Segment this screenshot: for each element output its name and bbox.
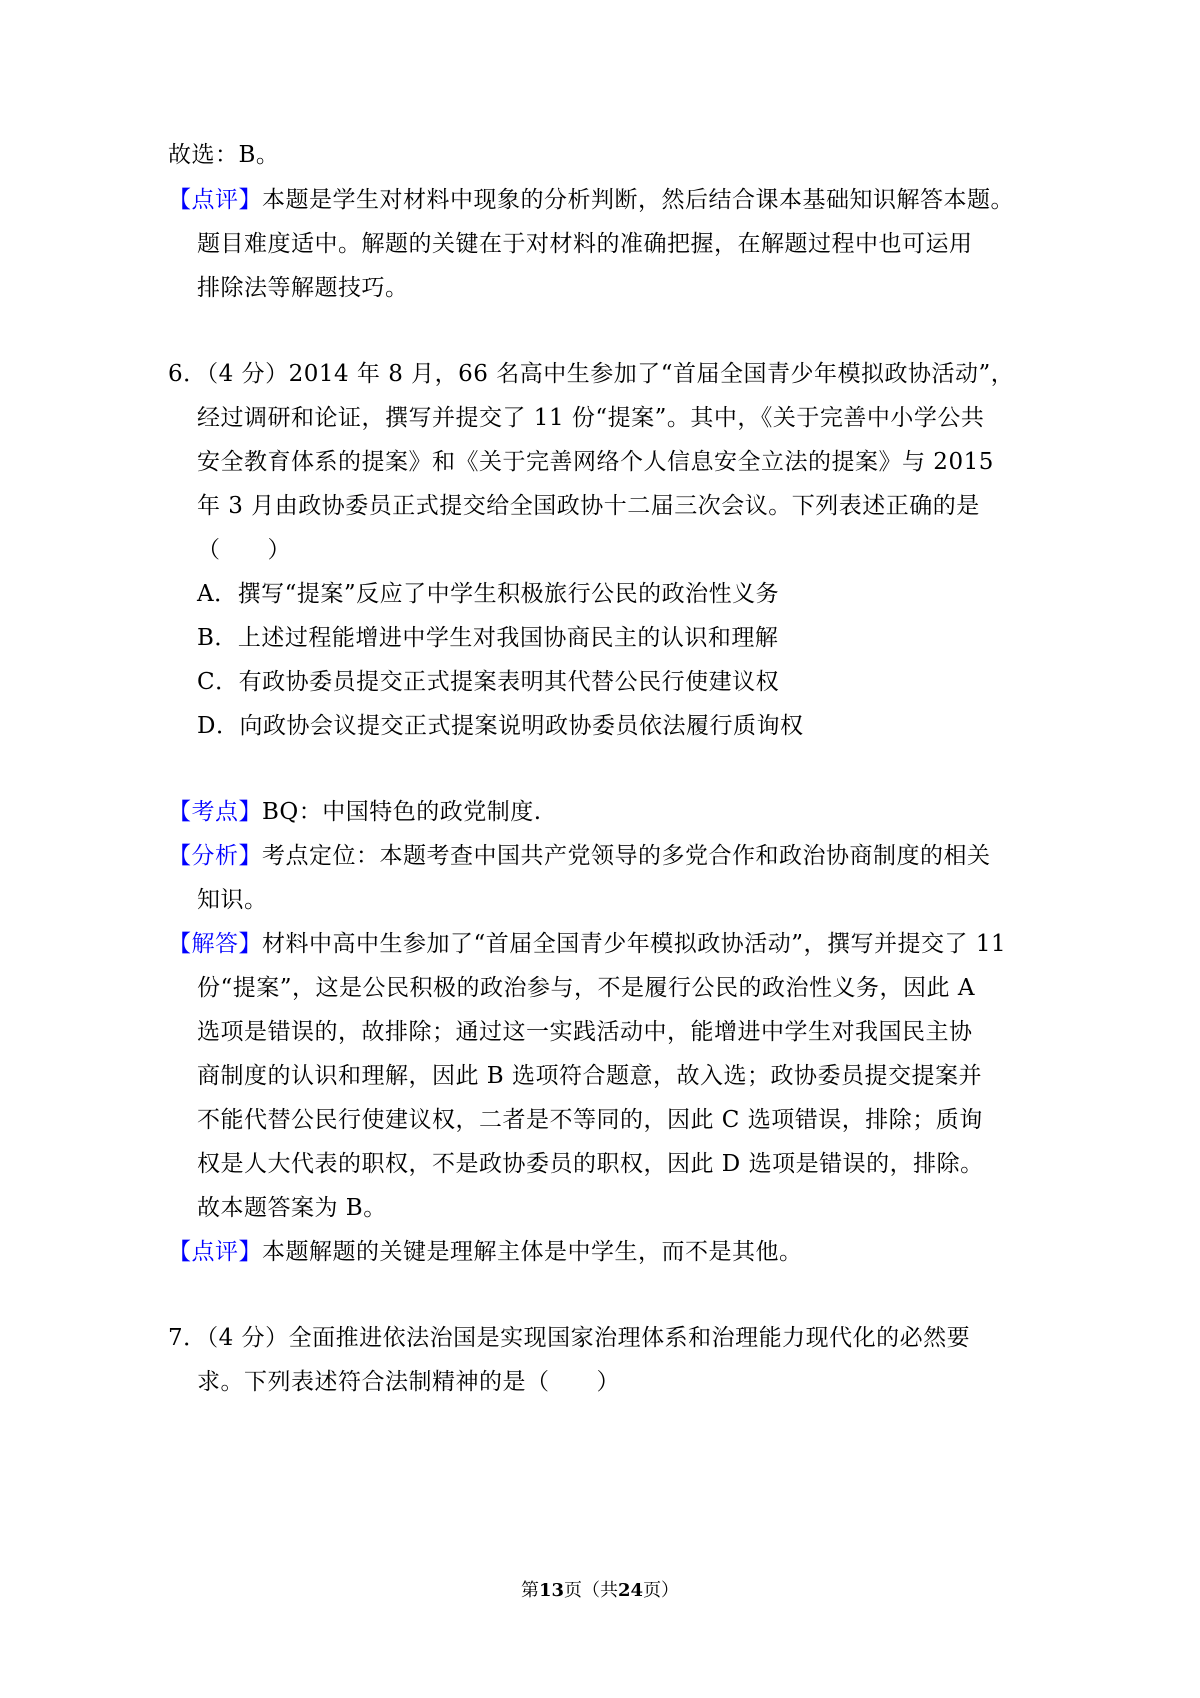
q6-option-c: C．有政协委员提交正式提案表明其代替公民行使建议权 (197, 669, 780, 695)
footer-middle: 页（共 (564, 1580, 618, 1601)
page-footer (0, 1579, 1200, 1603)
q5-comment-line3: 排除法等解题技巧。 (197, 275, 409, 301)
q6-jieda-line4: 商制度的认识和理解，因此 B 选项符合题意，故入选；政协委员提交提案并 (197, 1063, 983, 1089)
q6-stem-line4: 年 3 月由政协委员正式提交给全国政协十二届三次会议。下列表述正确的是 (197, 493, 980, 519)
q6-kaodian-text: BQ：中国特色的政党制度. (262, 799, 542, 825)
q6-jieda-line1 (168, 927, 1006, 961)
q6-dianping-text: 本题解题的关键是理解主体是中学生，而不是其他。 (262, 1239, 803, 1265)
q6-jieda-line6: 权是人大代表的职权，不是政协委员的职权，因此 D 选项是错误的，排除。 (197, 1151, 984, 1177)
q6-stem-line2: 经过调研和论证，撰写并提交了 11 份“提案”。其中，《关于完善中小学公共 (197, 405, 985, 431)
q6-jieda-text1: 材料中高中生参加了“首届全国青少年模拟政协活动”，撰写并提交了 11 (262, 931, 1007, 957)
q6-option-a: A．撰写“提案”反应了中学生积极旅行公民的政治性义务 (197, 581, 780, 607)
q6-kaodian (168, 795, 542, 829)
q6-kaodian-tag: 【考点】 (168, 799, 262, 825)
footer-suffix: 页） (643, 1580, 680, 1601)
q6-fenxi-text1: 考点定位：本题考查中国共产党领导的多党合作和政治协商制度的相关 (262, 843, 991, 869)
q5-comment-text1: 本题是学生对材料中现象的分析判断，然后结合课本基础知识解答本题。 (262, 187, 1014, 213)
q7-stem-line2: 求。下列表述符合法制精神的是（ ） (197, 1369, 620, 1395)
q6-jieda-tag: 【解答】 (168, 931, 262, 957)
q6-stem-line3: 安全教育体系的提案》和《关于完善网络个人信息安全立法的提案》与 2015 (197, 449, 994, 475)
footer-prefix: 第 (520, 1580, 539, 1601)
q5-comment-tag: 【点评】 (168, 187, 262, 213)
q6-stem-line5: （ ） (197, 537, 291, 563)
q6-jieda-line7: 故本题答案为 B。 (197, 1195, 387, 1221)
q6-dianping-tag: 【点评】 (168, 1239, 262, 1265)
q6-option-b: B．上述过程能增进中学生对我国协商民主的认识和理解 (197, 625, 779, 651)
q5-comment-line2: 题目难度适中。解题的关键在于对材料的准确把握，在解题过程中也可运用 (197, 231, 973, 257)
q6-fenxi-line2: 知识。 (197, 887, 268, 913)
q5-answer-line: 故选：B。 (168, 142, 280, 168)
q6-fenxi-line1 (168, 839, 991, 873)
footer-total-pages: 24 (618, 1580, 644, 1601)
q6-jieda-line3: 选项是错误的，故排除；通过这一实践活动中，能增进中学生对我国民主协 (197, 1019, 973, 1045)
q7-stem-line1: 7．（4 分）全面推进依法治国是实现国家治理体系和治理能力现代化的必然要 (168, 1325, 971, 1351)
q6-dianping (168, 1235, 803, 1269)
q6-fenxi-tag: 【分析】 (168, 843, 262, 869)
q6-stem-line1: 6．（4 分）2014 年 8 月，66 名高中生参加了“首届全国青少年模拟政协活动”， (168, 361, 1015, 387)
q5-comment-line1 (168, 183, 1014, 217)
q6-jieda-line5: 不能代替公民行使建议权，二者是不等同的，因此 C 选项错误，排除；质询 (197, 1107, 983, 1133)
q6-jieda-line2: 份“提案”，这是公民积极的政治参与，不是履行公民的政治性义务，因此 A (197, 975, 975, 1001)
footer-page-number: 13 (538, 1580, 564, 1601)
q6-option-d: D．向政协会议提交正式提案说明政协委员依法履行质询权 (197, 713, 804, 739)
